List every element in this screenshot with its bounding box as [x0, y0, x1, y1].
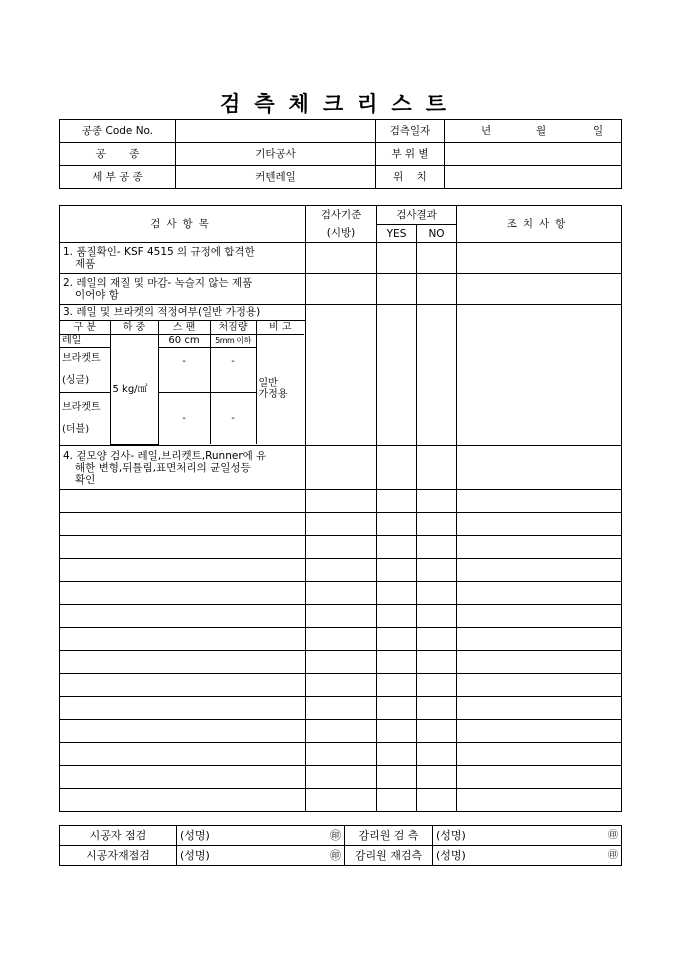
code-no-label: 공종 Code No. [60, 120, 176, 143]
action-cell[interactable] [457, 697, 622, 720]
items-header: 검사항목 [60, 206, 306, 243]
table-row [60, 513, 622, 536]
spec-bracket-double [60, 392, 110, 444]
spec-deflection: 5mm 이하 [210, 334, 256, 347]
supervisor-recheck-name[interactable] [433, 846, 622, 866]
table-row [60, 651, 622, 674]
spec-col-type: 구 분 [60, 321, 110, 334]
table-row [60, 305, 622, 446]
seal-mark: ㊞ [297, 826, 345, 846]
standard-cell[interactable] [306, 720, 377, 743]
supervisor-check-label: 감리원 검 측 [345, 826, 433, 846]
signature-table [59, 825, 622, 866]
standard-cell[interactable] [306, 305, 377, 446]
no-cell[interactable] [417, 243, 457, 274]
no-cell[interactable] [417, 446, 457, 490]
spec-col-deflection: 처짐량 [210, 321, 256, 334]
table-row [60, 766, 622, 789]
seal-mark: ㊞ [608, 829, 618, 841]
item-4-line1: 4. 겉모양 검사- 레일,브리켓트,Runner에 유 [63, 449, 267, 462]
standard-cell[interactable] [306, 446, 377, 490]
action-cell[interactable] [457, 490, 622, 513]
standard-cell[interactable] [306, 605, 377, 628]
no-cell[interactable] [417, 697, 457, 720]
contractor-recheck-name[interactable]: (성명) [177, 846, 297, 866]
action-cell[interactable] [457, 720, 622, 743]
item-cell[interactable] [60, 720, 306, 743]
item-cell[interactable] [60, 628, 306, 651]
standard-cell[interactable] [306, 674, 377, 697]
seal-mark: ㊞ [297, 846, 345, 866]
item-1-line1: 1. 품질확인- KSF 4515 의 규정에 합격한 [63, 246, 255, 258]
table-row [60, 446, 622, 490]
item-3 [60, 305, 306, 446]
yes-cell[interactable] [377, 513, 417, 536]
action-cell[interactable] [457, 651, 622, 674]
table-row [60, 274, 622, 305]
no-cell[interactable] [417, 305, 457, 446]
item-2 [60, 274, 306, 305]
work-type-label: 공 종 [60, 143, 176, 166]
standard-cell[interactable] [306, 766, 377, 789]
no-cell[interactable] [417, 651, 457, 674]
spec-col-span: 스 팬 [158, 321, 210, 334]
yes-cell[interactable] [377, 490, 417, 513]
yes-cell[interactable] [377, 243, 417, 274]
item-4-line2: 해한 변형,뒤틀림,표면처리의 균일성등 [75, 461, 251, 474]
contractor-recheck-label: 시공자재점검 [60, 846, 177, 866]
page-title: 검측체크리스트 [219, 91, 460, 116]
table-row [60, 789, 622, 812]
spec-note-line2: 가정용 [258, 389, 288, 401]
sub-work-type-label: 세 부 공 종 [60, 166, 176, 189]
yes-cell[interactable] [377, 743, 417, 766]
code-no-value[interactable] [176, 120, 376, 143]
table-row [60, 697, 622, 720]
spec-bracket-single [60, 347, 110, 392]
spec-col-load: 하 중 [110, 321, 158, 334]
action-cell[interactable] [457, 628, 622, 651]
action-cell[interactable] [457, 305, 622, 446]
supervisor-recheck-name-text: (성명) [436, 848, 466, 862]
item-cell[interactable] [60, 697, 306, 720]
spec-bracket-double-line1: 브라켓트 [62, 401, 101, 413]
part-value[interactable] [445, 143, 622, 166]
item-cell[interactable] [60, 536, 306, 559]
item-cell[interactable] [60, 789, 306, 812]
table-row [60, 243, 622, 274]
item-4 [60, 446, 306, 490]
location-value[interactable] [445, 166, 622, 189]
item-cell[interactable] [60, 490, 306, 513]
part-label: 부 위 별 [376, 143, 445, 166]
standard-cell[interactable] [306, 243, 377, 274]
table-row [60, 674, 622, 697]
no-cell[interactable] [417, 789, 457, 812]
month-label: 월 [536, 125, 547, 137]
header-table [59, 119, 622, 189]
spec-col-note: 비 고 [256, 321, 304, 334]
spec-load: 5 kg/㎠ [110, 334, 158, 444]
inspection-date-label: 검측일자 [376, 120, 445, 143]
inspection-date-value[interactable] [445, 120, 622, 143]
item-cell[interactable] [60, 582, 306, 605]
item-cell[interactable] [60, 651, 306, 674]
no-cell[interactable] [417, 628, 457, 651]
standard-cell[interactable] [306, 559, 377, 582]
standard-cell[interactable] [306, 490, 377, 513]
action-cell[interactable] [457, 789, 622, 812]
table-row [60, 559, 622, 582]
no-cell[interactable] [417, 605, 457, 628]
yes-cell[interactable] [377, 559, 417, 582]
no-cell[interactable] [417, 743, 457, 766]
no-cell[interactable] [417, 513, 457, 536]
supervisor-check-name[interactable] [433, 826, 622, 846]
sub-work-type-value[interactable]: 커텐레일 [176, 166, 376, 189]
standard-cell[interactable] [306, 536, 377, 559]
item-4-line3: 확인 [75, 473, 96, 486]
item-cell[interactable] [60, 743, 306, 766]
spec-table [60, 321, 304, 445]
item-2-line1: 2. 레일의 재질 및 마감- 녹슬지 않는 제품 [63, 277, 253, 289]
yes-cell[interactable] [377, 274, 417, 305]
table-row [60, 628, 622, 651]
action-cell[interactable] [457, 766, 622, 789]
no-cell[interactable] [417, 582, 457, 605]
table-row [60, 582, 622, 605]
item-2-line2: 이어야 함 [75, 289, 119, 301]
yes-cell[interactable] [377, 674, 417, 697]
no-cell[interactable] [417, 536, 457, 559]
supervisor-recheck-label: 감리원 재검측 [345, 846, 433, 866]
item-1 [60, 243, 306, 274]
table-row [60, 605, 622, 628]
supervisor-check-name-text: (성명) [436, 828, 466, 842]
yes-cell[interactable] [377, 305, 417, 446]
action-cell[interactable] [457, 243, 622, 274]
item-1-line2: 제품 [75, 258, 96, 270]
day-label: 일 [593, 125, 604, 137]
yes-header: YES [377, 225, 417, 243]
item-cell[interactable] [60, 766, 306, 789]
action-cell[interactable] [457, 513, 622, 536]
standard-sub-header: (시방) [306, 225, 377, 243]
action-cell[interactable] [457, 674, 622, 697]
action-cell[interactable] [457, 536, 622, 559]
no-cell[interactable] [417, 490, 457, 513]
no-cell[interactable] [417, 674, 457, 697]
table-row [60, 536, 622, 559]
table-row [60, 490, 622, 513]
yes-cell[interactable] [377, 697, 417, 720]
item-cell[interactable] [60, 513, 306, 536]
standard-cell[interactable] [306, 628, 377, 651]
yes-cell[interactable] [377, 582, 417, 605]
yes-cell[interactable] [377, 628, 417, 651]
inspection-table [59, 205, 622, 812]
contractor-check-name[interactable]: (성명) [177, 826, 297, 846]
action-cell[interactable] [457, 605, 622, 628]
year-label: 년 [481, 125, 492, 137]
spec-note-line1: 일반 [258, 378, 278, 390]
spec-bracket-double-line2: (더블) [62, 423, 90, 435]
table-row [60, 720, 622, 743]
standard-header: 검사기준 [306, 206, 377, 225]
seal-mark: ㊞ [608, 849, 618, 861]
action-header: 조치사항 [457, 206, 622, 243]
yes-cell[interactable] [377, 605, 417, 628]
spec-span: 60 cm [158, 334, 210, 347]
spec-dash: - [210, 392, 256, 444]
result-header: 검사결과 [377, 206, 457, 225]
item-cell[interactable] [60, 605, 306, 628]
spec-dash: - [210, 347, 256, 392]
item-3-title: 3. 레일 및 브라켓의 적정여부(일반 가정용) [60, 305, 305, 321]
standard-cell[interactable] [306, 697, 377, 720]
item-cell[interactable] [60, 559, 306, 582]
yes-cell[interactable] [377, 536, 417, 559]
yes-cell[interactable] [377, 651, 417, 674]
item-cell[interactable] [60, 674, 306, 697]
spec-note [256, 334, 304, 444]
spec-dash: - [158, 347, 210, 392]
yes-cell[interactable] [377, 766, 417, 789]
spec-rail: 레일 [60, 334, 110, 347]
spec-bracket-single-line2: (싱글) [62, 375, 90, 386]
no-cell[interactable] [417, 274, 457, 305]
contractor-check-label: 시공자 점검 [60, 826, 177, 846]
standard-cell[interactable] [306, 651, 377, 674]
action-cell[interactable] [457, 743, 622, 766]
yes-cell[interactable] [377, 446, 417, 490]
standard-cell[interactable] [306, 789, 377, 812]
table-row [60, 743, 622, 766]
standard-cell[interactable] [306, 274, 377, 305]
no-header: NO [417, 225, 457, 243]
yes-cell[interactable] [377, 720, 417, 743]
standard-cell[interactable] [306, 743, 377, 766]
standard-cell[interactable] [306, 513, 377, 536]
action-cell[interactable] [457, 582, 622, 605]
no-cell[interactable] [417, 720, 457, 743]
work-type-value[interactable]: 기타공사 [176, 143, 376, 166]
action-cell[interactable] [457, 274, 622, 305]
action-cell[interactable] [457, 559, 622, 582]
action-cell[interactable] [457, 446, 622, 490]
spec-bracket-single-line1: 브라켓트 [62, 353, 101, 364]
no-cell[interactable] [417, 766, 457, 789]
standard-cell[interactable] [306, 582, 377, 605]
location-label: 위 치 [376, 166, 445, 189]
no-cell[interactable] [417, 559, 457, 582]
yes-cell[interactable] [377, 789, 417, 812]
spec-dash: - [158, 392, 210, 444]
